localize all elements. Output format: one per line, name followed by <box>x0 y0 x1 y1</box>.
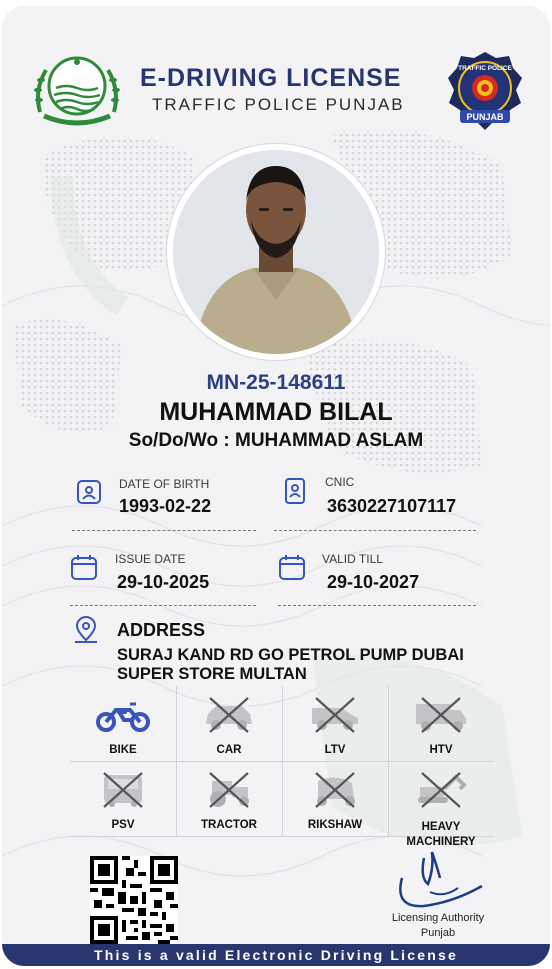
vehicle-cell-htv <box>388 686 494 762</box>
divider <box>72 530 256 531</box>
address-line-2: SUPER STORE MULTAN <box>117 665 307 683</box>
vehicle-cell-tractor <box>176 761 283 837</box>
vehicle-cell-ltv <box>282 686 389 762</box>
vehicle-cell-car <box>176 686 283 762</box>
qr-code <box>90 856 178 944</box>
license-number: MN-25-148611 <box>206 371 346 394</box>
valid-till-label: VALID TILL <box>322 552 383 566</box>
holder-name: MUHAMMAD BILAL <box>159 398 393 426</box>
car-icon <box>202 696 256 734</box>
cnic-label: CNIC <box>325 475 355 489</box>
van-icon <box>308 696 362 734</box>
id-card-icon <box>281 476 309 504</box>
punjab-government-logo <box>30 50 124 130</box>
tractor-icon <box>202 771 256 809</box>
photo-frame <box>167 144 385 360</box>
traffic-police-badge <box>446 50 524 132</box>
divider <box>70 605 256 606</box>
divider <box>278 605 476 606</box>
calendar-user-icon <box>75 477 103 505</box>
vehicle-label: CAR <box>216 744 242 756</box>
calendar-icon <box>70 553 98 581</box>
authority-region: Punjab <box>420 927 456 939</box>
license-card <box>2 6 550 966</box>
card-title: E-DRIVING LICENSE <box>140 64 402 92</box>
vehicle-label: HTV <box>429 744 453 756</box>
vehicle-cell-bike <box>70 686 177 762</box>
vehicle-label: HEAVY <box>421 821 461 833</box>
holder-photo <box>173 150 379 354</box>
dob-label: DATE OF BIRTH <box>119 477 210 491</box>
address-label: ADDRESS <box>117 620 206 640</box>
vehicle-cell-rikshaw <box>282 761 389 837</box>
bus-icon <box>96 771 150 809</box>
badge-banner-text: PUNJAB <box>466 112 504 122</box>
vehicle-label-line-2: MACHINERY <box>406 836 476 848</box>
motorbike-icon <box>96 696 150 734</box>
badge-text: TRAFFIC POLICE <box>458 65 512 72</box>
vehicle-label: RIKSHAW <box>307 819 363 831</box>
valid-till-value: 29-10-2027 <box>327 572 420 592</box>
vehicle-cell-heavy-machinery <box>388 761 494 848</box>
vehicle-label: BIKE <box>109 744 137 756</box>
divider <box>274 530 476 531</box>
rickshaw-icon <box>308 771 362 809</box>
validity-footer: This is a valid Electronic Driving License <box>2 944 550 966</box>
dob-value: 1993-02-22 <box>119 496 212 516</box>
authority-signature <box>394 848 494 914</box>
issue-date-label: ISSUE DATE <box>115 552 186 566</box>
excavator-icon <box>414 771 468 809</box>
address-line-1: SURAJ KAND RD GO PETROL PUMP DUBAI <box>117 646 464 664</box>
cnic-value: 3630227107117 <box>327 496 457 516</box>
vehicle-label: PSV <box>111 819 135 831</box>
truck-icon <box>414 696 468 734</box>
issue-date-value: 29-10-2025 <box>117 572 210 592</box>
card-subtitle: TRAFFIC POLICE PUNJAB <box>152 95 405 114</box>
location-pin-icon <box>72 616 100 644</box>
vehicle-label: LTV <box>324 744 346 756</box>
vehicle-category-grid <box>70 686 494 848</box>
vehicle-cell-psv <box>70 761 177 837</box>
authority-label: Licensing Authority <box>391 912 485 924</box>
vehicle-label: TRACTOR <box>200 819 257 831</box>
calendar-icon <box>278 553 306 581</box>
parent-name: So/Do/Wo : MUHAMMAD ASLAM <box>128 430 424 451</box>
